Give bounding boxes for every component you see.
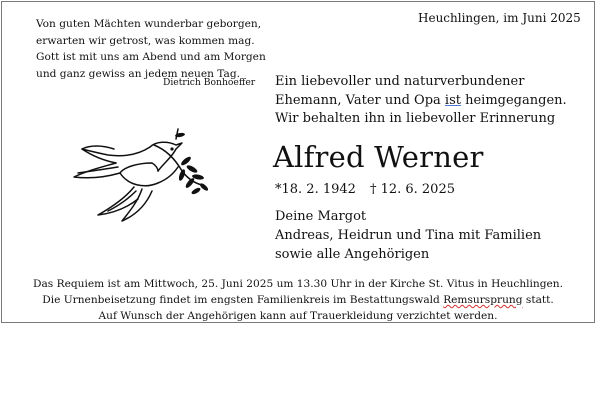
service-line-part: Die Urnenbeisetzung findet im engsten Familienkreis im Bestattungswald (42, 294, 444, 306)
obituary-card (1, 1, 595, 323)
poem-author: Dietrich Bonhoeffer (163, 77, 256, 88)
poem-line: erwarten wir getrost, was kommen mag. (36, 34, 255, 47)
mourner-line: Deine Margot (275, 209, 367, 224)
birth-date: *18. 2. 1942 (275, 182, 356, 197)
intro-line-part: Ehemann, Vater und Opa (275, 92, 445, 108)
intro-text (275, 73, 567, 129)
service-info (2, 276, 594, 324)
service-line: Das Requiem ist am Mittwoch, 25. Juni 2025 um 13.30 Uhr in der Kirche St. Vitus in Heuchlingen. (32, 278, 563, 290)
olive-leaves (175, 132, 208, 195)
mourners (275, 207, 541, 264)
intro-line: Ein liebevoller und naturverbundener (275, 74, 525, 89)
service-line-part: statt. (522, 294, 554, 306)
intro-line (275, 92, 567, 111)
death-date: † 12. 6. 2025 (369, 182, 455, 197)
dove-eye (170, 147, 173, 150)
mourner-line: sowie alle Angehörigen (275, 247, 430, 262)
intro-line: Wir behalten ihn in liebevoller Erinnerung (275, 111, 556, 126)
poem-line: Gott ist mit uns am Abend und am Morgen (36, 51, 266, 64)
spellcheck-marked-word[interactable]: Remsursprung (443, 294, 523, 306)
service-line (2, 292, 594, 308)
deceased-name: Alfred Werner (273, 140, 484, 174)
poem-line: Von guten Mächten wunderbar geborgen, (36, 18, 262, 30)
life-dates (275, 182, 455, 197)
poem-line: und ganz gewiss an jedem neuen Tag. (36, 67, 241, 80)
service-line: Auf Wunsch der Angehörigen kann auf Trauerkleidung verzichtet werden. (98, 310, 498, 322)
place-date: Heuchlingen, im Juni 2025 (418, 11, 581, 25)
grammar-marked-word[interactable]: ist (444, 92, 461, 108)
mourner-line: Andreas, Heidrun und Tina mit Familien (275, 228, 542, 243)
intro-line-part: heimgegangen. (460, 92, 567, 108)
dove-with-olive-branch-icon (68, 127, 208, 227)
poem (36, 16, 266, 82)
